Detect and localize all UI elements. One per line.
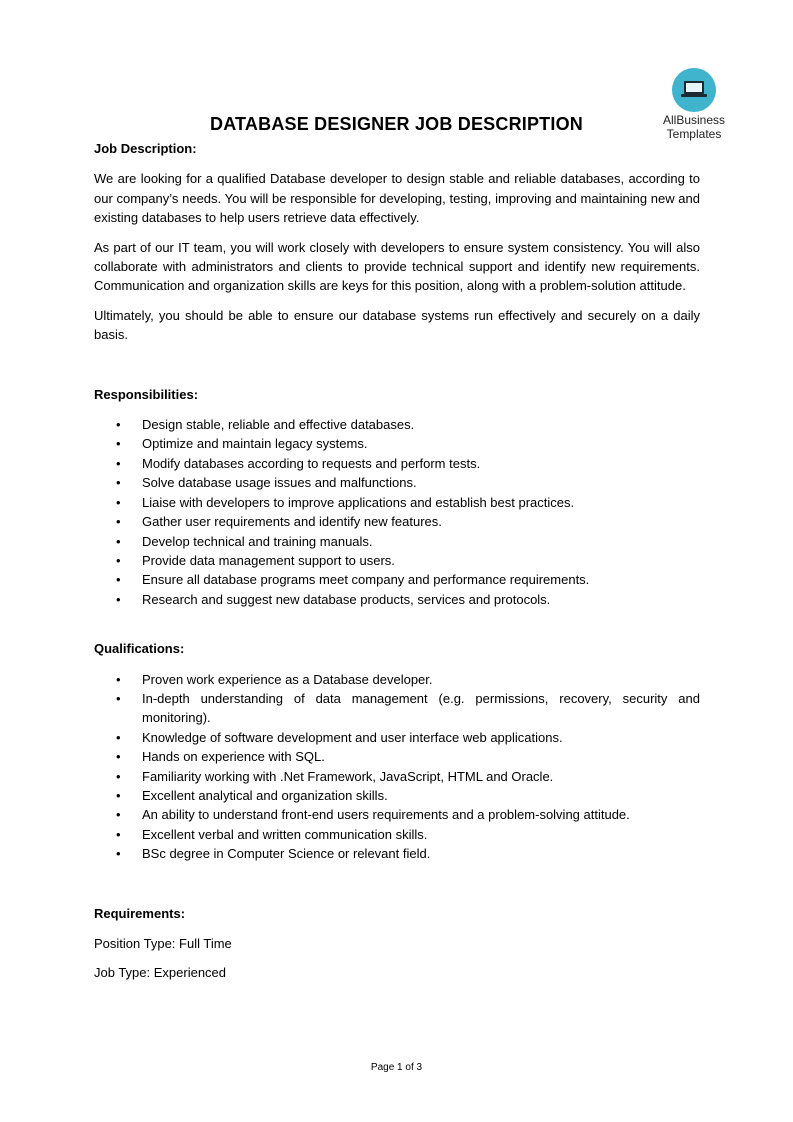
job-type: Job Type: Experienced bbox=[94, 965, 227, 981]
position-type: Position Type: Full Time bbox=[94, 936, 232, 951]
job-description-heading: Job Description: bbox=[94, 141, 197, 156]
list-item: • Knowledge of software development and user interface web applications. bbox=[116, 729, 563, 745]
list-item: • Ensure all database programs meet company and performance requirements. bbox=[116, 572, 590, 588]
list-item: • In-depth understanding of data management (e.g. permissions, recovery, security and monitoring). bbox=[116, 690, 700, 726]
list-item: • Familiarity working with .Net Framework, JavaScript, HTML and Oracle. bbox=[116, 768, 554, 784]
qualifications-heading: Qualifications: bbox=[94, 641, 185, 657]
qualifications-list bbox=[94, 670, 700, 864]
list-item: • An ability to understand front-end users requirements and a problem-solving attitude. bbox=[116, 807, 630, 823]
list-item: • Optimize and maintain legacy systems. bbox=[116, 436, 368, 452]
list-item: • Research and suggest new database products, services and protocols. bbox=[116, 591, 551, 607]
page-number: Page 1 of 3 bbox=[370, 1062, 423, 1073]
requirements-heading: Requirements: bbox=[94, 905, 186, 921]
list-item: • Liaise with developers to improve applications and establish best practices. bbox=[116, 494, 575, 510]
responsibilities-heading: Responsibilities: bbox=[94, 386, 199, 402]
list-item: • Proven work experience as a Database developer. bbox=[116, 671, 433, 687]
list-item: • Modify databases according to requests and perform tests. bbox=[116, 455, 481, 471]
list-item: • Hands on experience with SQL. bbox=[116, 749, 325, 765]
responsibilities-list bbox=[94, 415, 700, 609]
list-item: • Solve database usage issues and malfunctions. bbox=[116, 475, 417, 491]
logo-text-line1: AllBusiness bbox=[662, 113, 726, 127]
list-item: • Design stable, reliable and effective databases. bbox=[116, 417, 415, 433]
laptop-icon bbox=[672, 68, 716, 112]
list-item: • Excellent verbal and written communication skills. bbox=[116, 826, 428, 842]
list-item: • Excellent analytical and organization skills. bbox=[116, 787, 388, 803]
logo-text-line2: Templates bbox=[666, 127, 722, 141]
document-body bbox=[94, 139, 700, 983]
list-item: • Gather user requirements and identify new features. bbox=[116, 514, 442, 530]
list-item: • Develop technical and training manuals. bbox=[116, 533, 373, 549]
job-description-paragraph-1: We are looking for a qualified Database developer to design stable and reliable databases, according to our company’s needs. You will be responsible for developing, testing, improving and maintaining new and existing databases to help users retrieve data effectively. bbox=[94, 171, 700, 226]
job-description-paragraph-2: As part of our IT team, you will work closely with developers to ensure system consistency. You will also collaborate with administrators and clients to provide technical support and identify new requirements. Communication and organization skills are keys for this position, along with a problem-solution attitude. bbox=[94, 239, 700, 294]
job-description-paragraph-3: Ultimately, you should be able to ensure our database systems run effectively and securely on a daily basis. bbox=[94, 307, 700, 343]
document-title: DATABASE DESIGNER JOB DESCRIPTION bbox=[210, 114, 583, 134]
list-item: • BSc degree in Computer Science or relevant field. bbox=[116, 846, 431, 862]
list-item: • Provide data management support to users. bbox=[116, 552, 395, 568]
